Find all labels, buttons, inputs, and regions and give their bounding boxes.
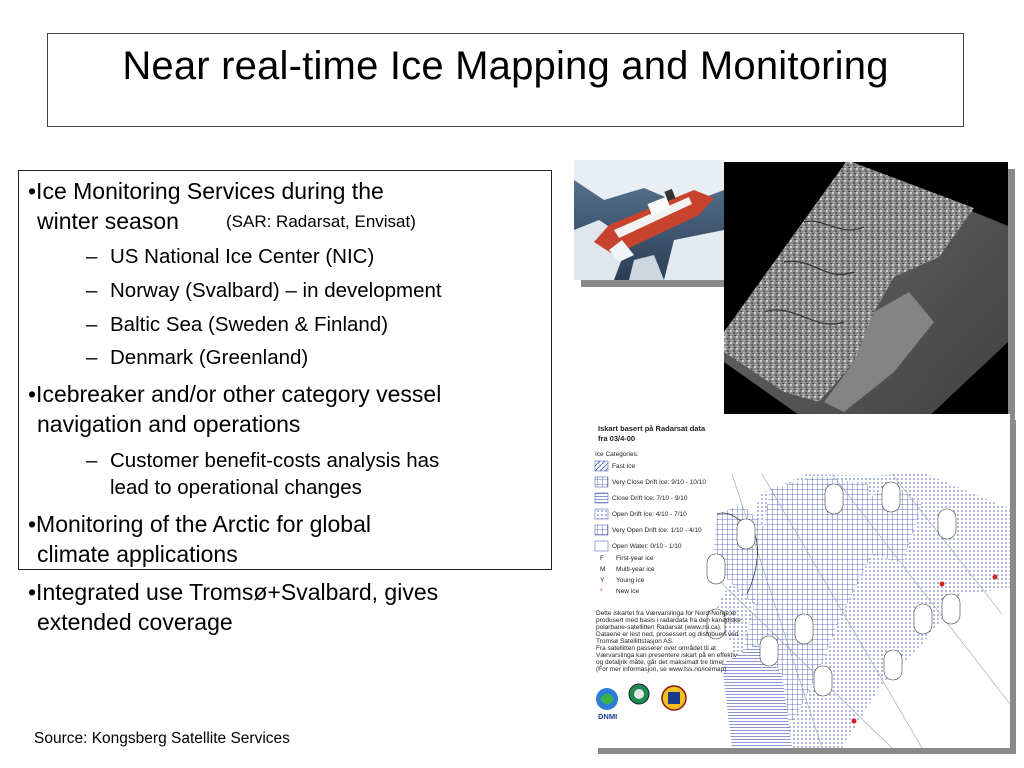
ice-chart-graphic [592,414,1010,748]
type-label: Young ice [616,577,645,584]
map-info-line: Fra satellitten passerer over området til at [596,645,716,652]
legend-close-drift: Close Drift Ice: 7/10 - 9/10 [612,495,688,502]
type-code: * [600,588,603,595]
icebreaker-photo [574,160,724,280]
type-label: First-year ice [616,555,654,562]
legend-open-water: Open Water: 0/10 - 1/10 [612,543,682,550]
ice-chart-map [592,414,1010,748]
sub-bullet-denmark: Denmark (Greenland) [110,346,309,369]
type-label: New ice [616,588,640,595]
legend-very-close-drift: Very Close Drift Ice: 9/10 - 10/10 [612,479,706,486]
sub-bullet-baltic: Baltic Sea (Sweden & Finland) [110,313,389,336]
type-label: Multi-year ice [616,566,655,573]
source-credit: Source: Kongsberg Satellite Services [34,730,290,747]
bullet-icebreaker-cont: navigation and operations [37,411,301,437]
dash: – [86,279,98,302]
dash: – [86,245,98,268]
map-title: Iskart basert på Radarsat data [598,424,706,433]
legend-open-drift: Open Drift Ice: 4/10 - 7/10 [612,511,687,518]
legend-fast-ice: Fast Ice [612,463,636,470]
sub-bullet-norway: Norway (Svalbard) – in development [110,279,442,302]
type-code: F [600,555,604,562]
icebreaker-illustration [574,160,724,280]
dnmi-logo-label: DNMI [598,712,618,721]
map-info-line: og detaljrik måte, går det maksimalt tre timer [596,659,725,666]
bullet-ice-monitoring: •Ice Monitoring Services during the [28,178,384,204]
map-info-line: (For mer informasjon, se www.tss.no/icemap) [596,666,727,673]
bullet-arctic: •Monitoring of the Arctic for global [28,511,372,537]
legend-very-open-drift: Very Open Drift Ice: 1/10 - 4/10 [612,527,702,534]
map-info-line: Værvarslinga kan presentere iskart på en effektiv [596,652,738,659]
bullet-arctic-cont: climate applications [37,541,238,567]
map-info-line: polarbane-satellitten Radarsat (www.rsi.ca). [596,624,722,631]
map-info-line: Dette iskartet fra Værvarslinga for Nord-Norge er [596,610,737,617]
slide-title: Near real-time Ice Mapping and Monitoring [122,44,889,88]
title-box [47,33,964,127]
type-code: Y [600,577,605,584]
sub-bullet-benefit: Customer benefit-costs analysis has [110,449,440,472]
bullet-ice-monitoring-note: (SAR: Radarsat, Envisat) [226,212,416,231]
bullet-icebreaker: •Icebreaker and/or other category vessel [28,381,442,407]
type-code: M [600,566,606,573]
dash: – [86,346,98,369]
bullet-tromso-cont: extended coverage [37,609,233,635]
sub-bullet-nic: US National Ice Center (NIC) [110,245,375,268]
map-info-line: Dataene er lest ned, prosessert og distribuert ved [596,631,739,638]
dash: – [86,449,98,472]
map-info-line: produsert med basis i radardata fra den kanadiske [596,617,741,624]
sub-bullet-benefit-cont: lead to operational changes [110,476,362,499]
bullet-ice-monitoring-cont: winter season [37,208,179,234]
map-info-line: Tromsø Satellittstasjon AS. [596,638,674,645]
map-date: fra 03/4-00 [598,434,636,443]
dash: – [86,313,98,336]
legend-heading: Ice Categories: [595,451,639,458]
bullet-tromso: •Integrated use Tromsø+Svalbard, gives [28,579,439,605]
